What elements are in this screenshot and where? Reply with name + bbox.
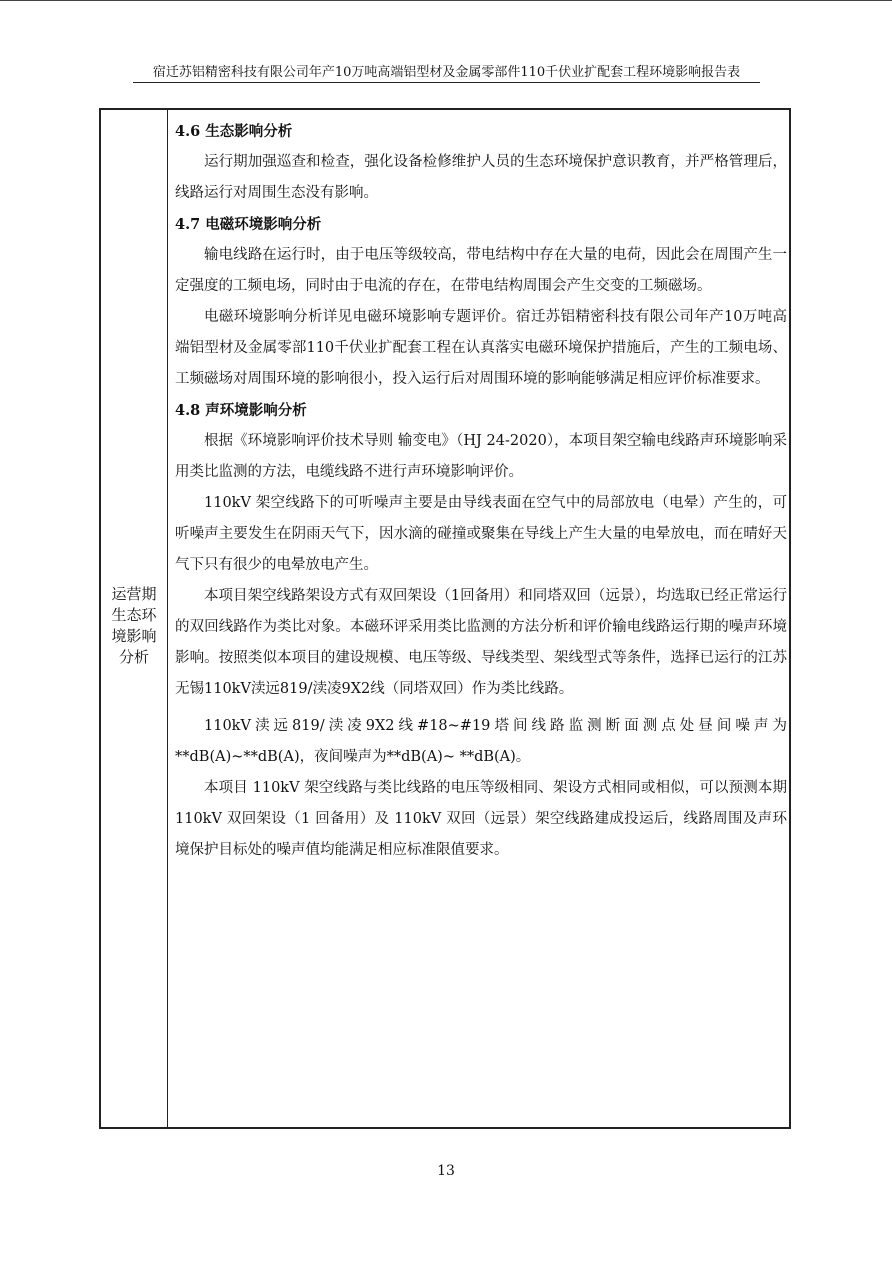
section-heading: 4.8 声环境影响分析 (175, 402, 307, 419)
paragraph: 根据《环境影响评价技术导则 输变电》（HJ 24-2020），本项目架空输电线路声环境影响采用类比监测的方法，电缆线路不进行声环境影响评价。 (175, 433, 787, 480)
row-label-operation-ecology (101, 584, 167, 668)
paragraph: 电磁环境影响分析详见电磁环境影响专题评价。宿迁苏铝精密科技有限公司年产10万吨高端铝型材及金属零部110千伏业扩配套工程在认真落实电磁环境保护措施后，产生的工频电场、工频磁场对周围环境的影响很小，投入运行后对周围环境的影响能够满足相应评价标准要求。 (175, 309, 787, 387)
section-electromagnetic-impact (175, 209, 787, 395)
row-label-line: 生态环 (111, 606, 157, 624)
header-underline (133, 82, 760, 83)
row-label-line: 分析 (118, 648, 149, 666)
section-ecological-impact (175, 116, 787, 209)
top-border-line (0, 0, 892, 1)
section-heading: 4.6 生态影响分析 (175, 123, 293, 140)
row-label-line: 境影响 (111, 627, 157, 645)
section-acoustic-impact (175, 395, 787, 866)
paragraph: 110kV渎远819/渎凌9X2线#18~#19塔间线路监测断面测点处昼间噪声为**dB(A)~**dB(A)，夜间噪声为**dB(A)~ **dB(A)。 (175, 718, 787, 765)
column-divider (167, 110, 168, 1127)
row-label-line: 运营期 (111, 585, 157, 603)
paragraph: 运行期加强巡查和检查，强化设备检修维护人员的生态环境保护意识教育，并严格管理后，线路运行对周围生态没有影响。 (175, 154, 787, 201)
report-table (99, 108, 791, 1129)
paragraph: 本项目 110kV 架空线路与类比线路的电压等级相同、架设方式相同或相似，可以预测本期 110kV 双回架设（1 回备用）及 110kV 双回（远景）架空线路建成投运后，线路周围及声环境保护目标处的噪声值均能满足相应标准限值要求。 (175, 780, 787, 858)
paragraph: 本项目架空线路架设方式有双回架设（1回备用）和同塔双回（远景），均选取已经正常运行的双回线路作为类比对象。本磁环评采用类比监测的方法分析和评价输电线路运行期的噪声环境影响。按照类似本项目的建设规模、电压等级、导线类型、架线型式等条件，选择已运行的江苏无锡110kV渎远819/渎凌9X2线（同塔双回）作为类比线路。 (175, 588, 787, 697)
content-cell (175, 116, 787, 866)
paragraph: 输电线路在运行时，由于电压等级较高，带电结构中存在大量的电荷，因此会在周围产生一定强度的工频电场，同时由于电流的存在，在带电结构周围会产生交变的工频磁场。 (175, 247, 787, 294)
paragraph: 110kV 架空线路下的可听噪声主要是由导线表面在空气中的局部放电（电晕）产生的，可听噪声主要发生在阴雨天气下，因水滴的碰撞或聚集在导线上产生大量的电晕放电，而在晴好天气下只有很少的电晕放电产生。 (175, 495, 787, 573)
report-header-title: 宿迁苏铝精密科技有限公司年产10万吨高端铝型材及金属零部件110千伏业扩配套工程环境影响报告表 (152, 65, 741, 80)
page-number: 13 (437, 1163, 455, 1179)
section-heading: 4.7 电磁环境影响分析 (175, 216, 322, 233)
